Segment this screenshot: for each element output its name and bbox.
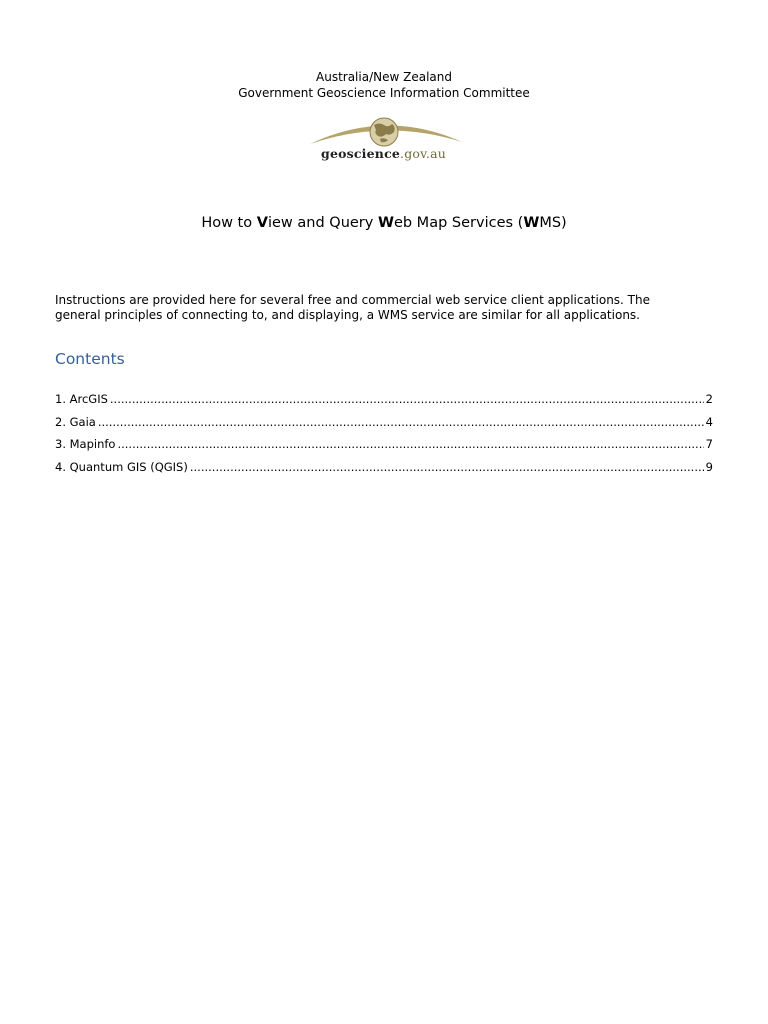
header-line-committee: Government Geoscience Information Committee (238, 86, 530, 100)
toc-entry-label: 2. Gaia (55, 414, 96, 429)
title-part: eb Map Services ( (393, 215, 524, 231)
toc-dot-leader (98, 415, 704, 429)
table-of-contents (55, 392, 713, 482)
title-part: How to (201, 215, 257, 231)
toc-entry-qgis[interactable] (55, 460, 713, 483)
globe-arc-icon (304, 112, 468, 148)
document-title (0, 215, 768, 231)
toc-entry-arcgis[interactable] (55, 392, 713, 415)
toc-entry-label: 4. Quantum GIS (QGIS) (55, 459, 188, 474)
toc-dot-leader (190, 460, 704, 474)
intro-line: general principles of connecting to, and displaying, a WMS service are similar for all applications. (55, 308, 640, 322)
toc-page-number: 9 (705, 459, 713, 474)
toc-dot-leader (110, 392, 704, 406)
title-initial: V (256, 215, 268, 231)
toc-page-number: 4 (705, 414, 713, 429)
toc-entry-gaia[interactable] (55, 415, 713, 438)
toc-page-number: 7 (705, 437, 713, 451)
toc-entry-label: 1. ArcGIS (55, 392, 108, 406)
document-header (0, 69, 768, 101)
logo-domain: .gov.au (400, 146, 447, 161)
title-initial: W (377, 215, 394, 231)
intro-paragraph (55, 293, 715, 323)
toc-entry-label: 3. Mapinfo (55, 437, 116, 451)
logo-name: geoscience (321, 146, 401, 161)
title-part: iew and Query (267, 215, 378, 231)
header-line-organization: Australia/New Zealand (316, 70, 452, 84)
logo-wordmark (321, 146, 446, 161)
contents-heading: Contents (55, 350, 125, 368)
geoscience-logo (304, 112, 468, 166)
title-part: MS) (539, 215, 567, 231)
title-initial: W (523, 215, 540, 231)
toc-entry-mapinfo[interactable] (55, 437, 713, 460)
toc-page-number: 2 (705, 392, 713, 406)
toc-dot-leader (117, 437, 703, 451)
intro-line: Instructions are provided here for several free and commercial web service client applications. The (55, 293, 650, 307)
